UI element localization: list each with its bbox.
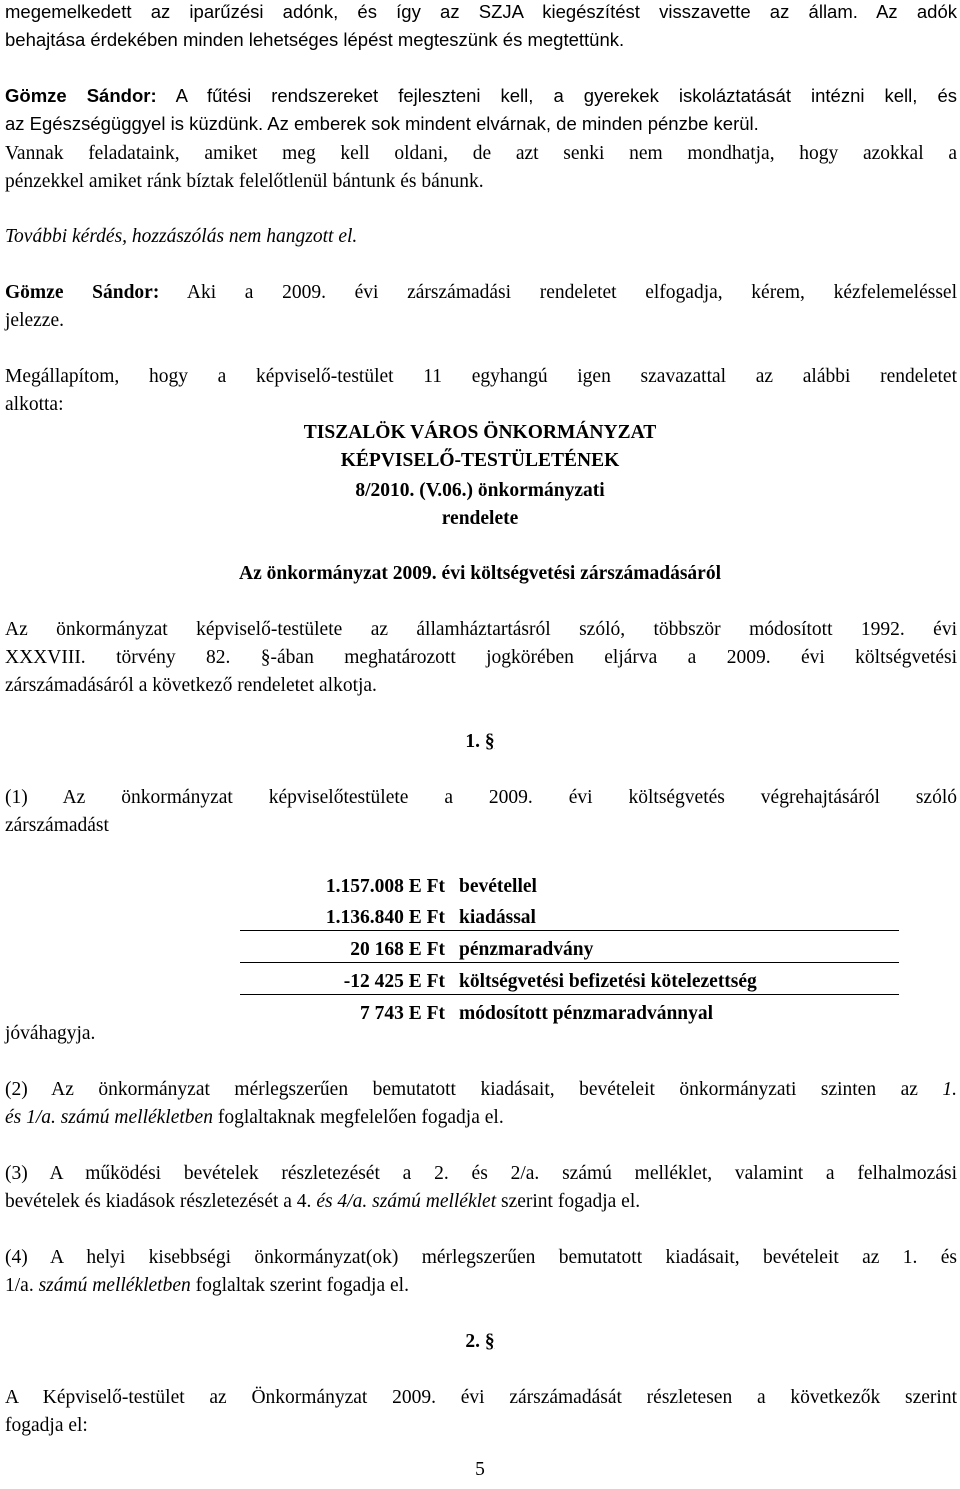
gomze-paragraph-line-3: Vannak feladataink, amiket meg kell oldani, de azt senki nem mondhatja, hogy azokkal a [5, 143, 957, 164]
preamble-line-1: Az önkormányzat képviselő-testülete az államháztartásról szóló, többször módosított 1992. évi [5, 619, 957, 640]
vote-result-line-1: Megállapítom, hogy a képviselő-testület 11 egyhangú igen szavazattal az alábbi rendeletet [5, 366, 957, 387]
section-1-heading: 1. § [465, 731, 495, 752]
decree-subject: Az önkormányzat 2009. évi költségvetési zárszámadásáról [238, 563, 721, 584]
figure-amount: 1.157.008 E Ft [325, 876, 445, 897]
section-sign: § [484, 731, 495, 752]
figure-amount: 1.136.840 E Ft [240, 899, 459, 931]
page-number: 5 [475, 1459, 485, 1480]
figure-amount: 7 743 E Ft [359, 1003, 445, 1024]
budget-figures-table [240, 868, 899, 1026]
figure-row [240, 995, 899, 1027]
approves-text: jóváhagyja. [5, 1023, 96, 1044]
figure-label: kiadással [459, 899, 899, 931]
gomze-paragraph-line-4: pénzekkel amiket ránk bíztak felelőtlenül bántunk és bánunk. [5, 171, 484, 192]
para-2-line-2: és 1/a. számú mellékletben foglaltaknak megfelelően fogadja el. [5, 1107, 504, 1128]
decree-heading-line-1: TISZALÖK VÁROS ÖNKORMÁNYZAT [303, 422, 657, 443]
intro-line-2: behajtása érdekében minden lehetséges lépést megteszünk és megtettünk. [5, 29, 625, 50]
figure-amount: -12 425 E Ft [240, 963, 459, 995]
figure-label: bevétellel [459, 876, 537, 897]
decree-heading-line-4: rendelete [441, 508, 519, 529]
decree-heading-line-2: KÉPVISELŐ-TESTÜLETÉNEK [340, 450, 620, 471]
intro-line-1: megemelkedett az iparűzési adónk, és így az SZJA kiegészítést visszavette az állam. Az adók [5, 1, 957, 22]
speaker-name: Gömze Sándor: [5, 282, 160, 303]
figure-label: pénzmaradvány [459, 931, 899, 963]
gomze-vote-call-line-2: jelezze. [5, 310, 64, 331]
figure-label: költségvetési befizetési kötelezettség [459, 963, 899, 995]
para-1-line-2: zárszámadást [5, 815, 109, 836]
figure-row [240, 931, 899, 963]
para-4-line-2: 1/a. számú mellékletben foglaltak szerint fogadja el. [5, 1275, 409, 1296]
gomze-paragraph-line-2: az Egészségüggyel is küzdünk. Az emberek sok mindent elvárnak, de minden pénzbe kerül. [5, 113, 759, 134]
para-3-line-1: (3) A működési bevételek részletezését a 2. és 2/a. számú melléklet, valamint a felhalmozási [5, 1163, 957, 1184]
para-3-line-2: bevételek és kiadások részletezését a 4. és 4/a. számú melléklet szerint fogadja el. [5, 1191, 641, 1212]
no-question-note: További kérdés, hozzászólás nem hangzott el. [5, 226, 358, 247]
gomze-vote-call-line-1: Gömze Sándor: Aki a 2009. évi zárszámadási rendeletet elfogadja, kérem, kézfelemeléssel [5, 282, 957, 303]
vote-result-line-2: alkotta: [5, 394, 64, 415]
closing-line-2: fogadja el: [5, 1415, 88, 1436]
para-4-line-1: (4) A helyi kisebbségi önkormányzat(ok) mérlegszerűen bemutatott kiadásait, bevételeit az 1. és [5, 1247, 957, 1268]
section-sign: § [484, 1331, 495, 1352]
figure-label: módosított pénzmaradvánnyal [459, 1003, 714, 1024]
gomze-paragraph-line-1: Gömze Sándor: A fűtési rendszereket fejleszteni kell, a gyerekek iskoláztatását intézni kell, és [5, 85, 957, 106]
para-2-line-1: (2) Az önkormányzat mérlegszerűen bemutatott kiadásait, bevételeit önkormányzati szinten az 1. [5, 1079, 957, 1100]
figure-row [240, 868, 899, 899]
speaker-name: Gömze Sándor: [5, 85, 157, 106]
closing-line-1: A Képviselő-testület az Önkormányzat 2009. évi zárszámadását részletesen a következők szerint [5, 1387, 957, 1408]
figure-amount: 20 168 E Ft [240, 931, 459, 963]
preamble-line-2: XXXVIII. törvény 82. §-ában meghatározott jogkörében eljárva a 2009. évi költségvetési [5, 647, 957, 668]
decree-number: 8/2010. (V.06.) önkormányzati [355, 480, 605, 501]
preamble-line-3: zárszámadásáról a következő rendeletet alkotja. [5, 675, 377, 696]
para-1-line-1: (1) Az önkormányzat képviselőtestülete a 2009. évi költségvetés végrehajtásáról szóló [5, 787, 957, 808]
section-2-heading: 2. § [465, 1331, 495, 1352]
figure-row [240, 899, 899, 931]
figure-row [240, 963, 899, 995]
